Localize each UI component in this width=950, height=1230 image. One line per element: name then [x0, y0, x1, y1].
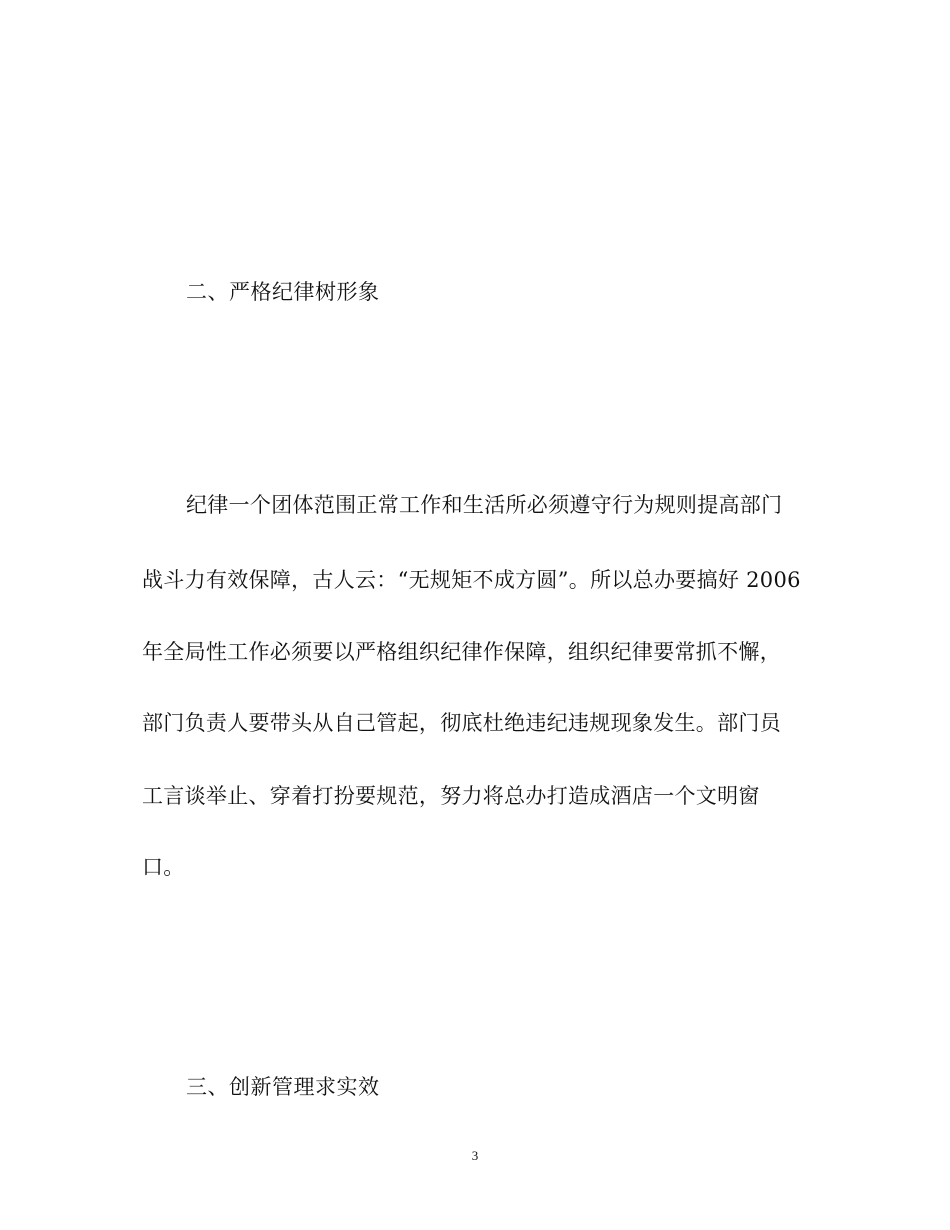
- section-heading-innovation: 三、创新管理求实效: [186, 1075, 380, 1099]
- paragraph-line: 纪律一个团体范围正常工作和生活所必须遵守行为规则提高部门: [186, 493, 783, 517]
- section-heading-discipline: 二、严格纪律树形象: [186, 280, 380, 304]
- paragraph-line: 口。: [142, 855, 185, 879]
- paragraph-line: 工言谈举止、穿着打扮要规范，努力将总办打造成酒店一个文明窗: [142, 784, 760, 808]
- page-number: 3: [471, 1148, 479, 1163]
- paragraph-line: 部门负责人要带头从自己管起，彻底杜绝违纪违规现象发生。部门员: [142, 711, 781, 735]
- paragraph-line: 年全局性工作必须要以严格组织纪律作保障，组织纪律要常抓不懈，: [142, 640, 781, 664]
- paragraph-line: 战斗力有效保障，古人云：“无规矩不成方圆”。所以总办要搞好 2006: [142, 568, 801, 592]
